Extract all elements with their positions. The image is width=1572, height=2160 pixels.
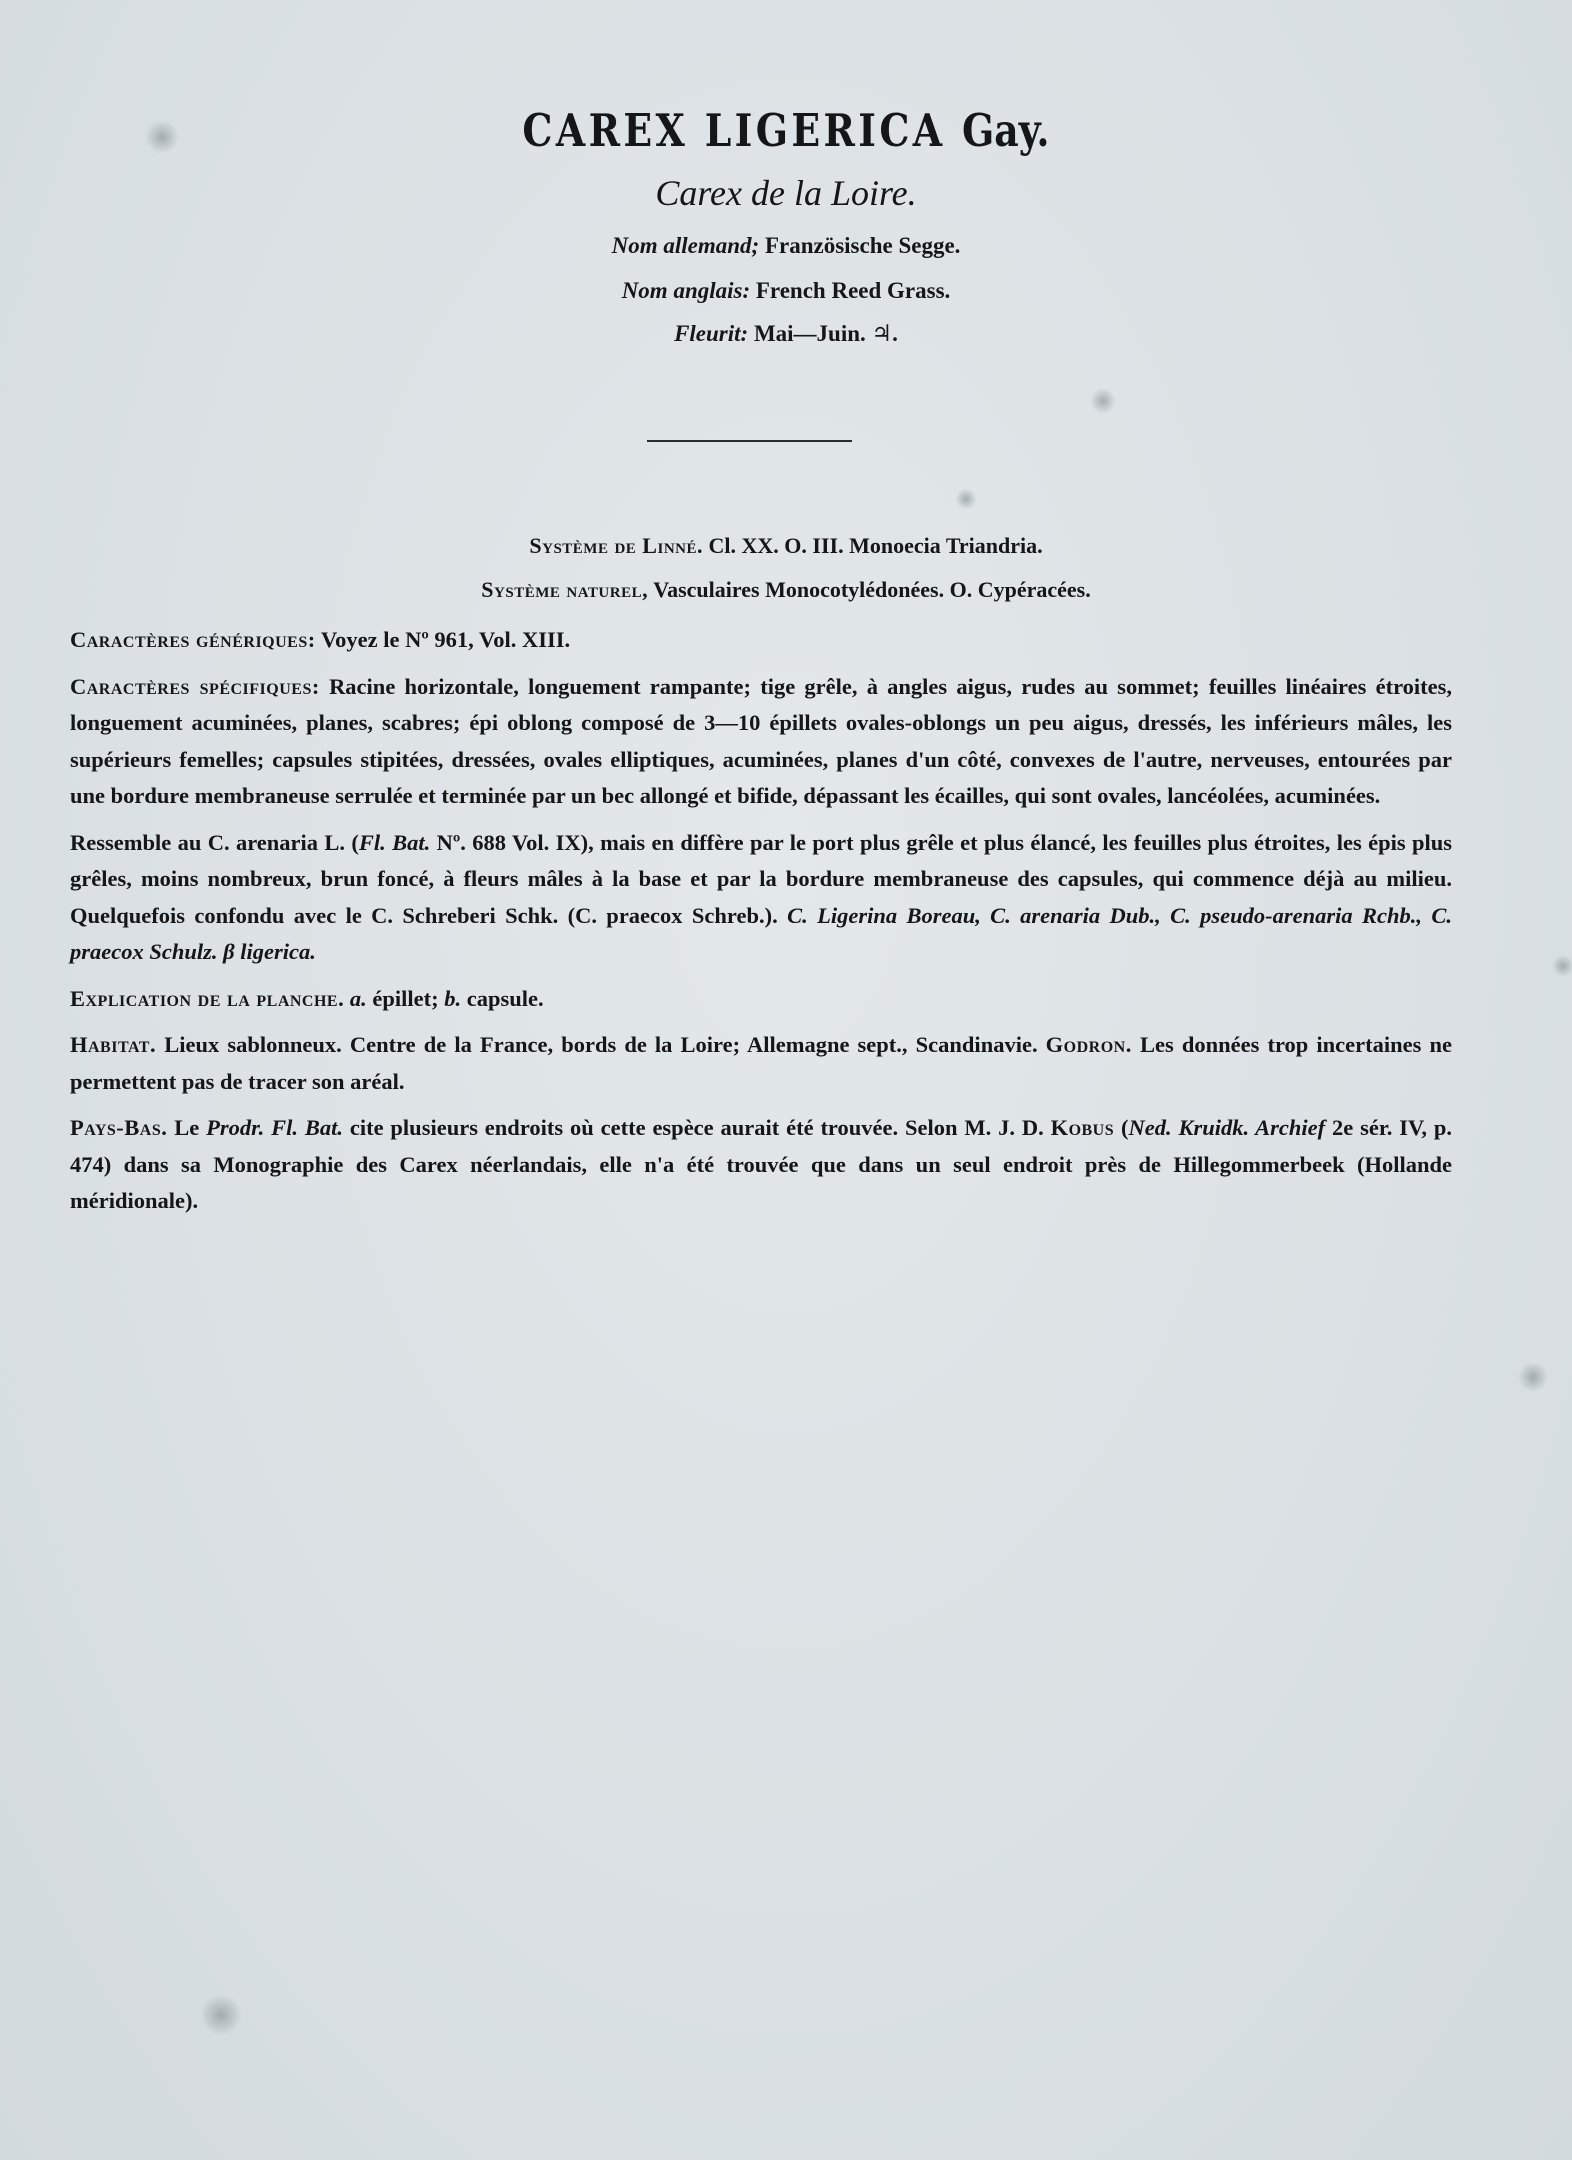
plate-explanation-label: Explication de la planche.: [70, 985, 345, 1011]
species-name: CAREX LIGERICA: [522, 104, 946, 157]
linne-system-value: Cl. XX. O. III. Monoecia Triandria.: [708, 533, 1043, 558]
netherlands-text-2: cite plusieurs endroits où cette espèce aurait été trouvée. Selon M. J. D.: [342, 1115, 1051, 1140]
flowering-line: [0, 320, 1572, 347]
plate-item-b-text: capsule.: [461, 985, 544, 1011]
generic-characters-paragraph: [70, 622, 1452, 659]
resemblance-paragraph: [70, 825, 1452, 971]
generic-characters-text: Voyez le Nº 961, Vol. XIII.: [320, 627, 571, 652]
german-name-label: Nom allemand;: [611, 233, 760, 258]
netherlands-text-4: 2e sér. IV, p. 474) dans sa Monographie des Carex néerlandais, elle n'a été trouvée que dans un seul endroit près de Hillegommerbeek (Hollande méridionale).: [70, 1115, 1452, 1213]
habitat-text-2: Les données trop incertaines ne permettent pas de tracer son aréal.: [70, 1032, 1452, 1094]
plate-explanation-paragraph: [70, 981, 1452, 1018]
habitat-label: Habitat.: [70, 1032, 157, 1057]
prodromus-reference: Prodr. Fl. Bat.: [206, 1115, 343, 1140]
specific-characters-label: Caractères spécifiques:: [70, 673, 320, 699]
netherlands-label: Pays-Bas.: [70, 1115, 168, 1140]
page-title: [126, 104, 1446, 157]
natural-system-line: [0, 577, 1572, 603]
paper-spot: [1518, 1362, 1548, 1392]
flowering-value: Mai—Juin. ♃.: [753, 321, 898, 346]
netherlands-text-1: Le: [174, 1115, 207, 1140]
german-name-value: Französische Segge.: [764, 233, 961, 258]
habitat-paragraph: [70, 1027, 1452, 1100]
netherlands-paragraph: [70, 1110, 1452, 1220]
habitat-source: Godron.: [1045, 1032, 1132, 1057]
plate-item-b: b.: [444, 985, 462, 1011]
natural-system-label: Système naturel,: [481, 577, 649, 602]
english-name-value: French Reed Grass.: [755, 278, 951, 303]
description-body: [70, 622, 1452, 1230]
kobus-name: Kobus: [1050, 1115, 1115, 1140]
synonyms-text: C. Ligerina Boreau, C. arenaria Dub., C. pseudo-arenaria Rchb., C. praecox Schulz. β ligerica.: [70, 902, 1453, 964]
english-name-label: Nom anglais:: [621, 278, 751, 303]
paper-spot: [1552, 955, 1572, 977]
linne-system-line: [0, 533, 1572, 559]
german-name-line: [0, 233, 1572, 259]
resemblance-text-2: Nº. 688 Vol. IX), mais en diffère par le port plus grêle et plus élancé, les feuilles plus étroites, les épis plus grêles, moins nombreux, brun foncé, à fleurs mâles à la base et par la bordure membraneuse des capsules, qui commence déjà au milieu. Quelquefois confondu avec le C. Schreberi Schk. (C. praecox Schreb.).: [70, 829, 1452, 928]
flowering-label: Fleurit:: [674, 321, 749, 346]
generic-characters-label: Caractères génériques:: [70, 627, 316, 652]
page-subtitle: Carex de la Loire.: [655, 173, 917, 213]
plate-item-a-text: épillet;: [366, 985, 445, 1011]
paper-spot: [1090, 388, 1116, 414]
linne-system-label: Système de Linné.: [529, 533, 703, 558]
journal-reference: Ned. Kruidk. Archief: [1128, 1115, 1326, 1140]
plate-item-a: a.: [349, 985, 367, 1011]
paper-spot: [200, 1994, 242, 2036]
english-name-line: [0, 278, 1572, 304]
habitat-text-1: Lieux sablonneux. Centre de la France, bords de la Loire; Allemagne sept., Scandinavie.: [164, 1032, 1046, 1057]
netherlands-text-3: (: [1114, 1115, 1129, 1140]
resemblance-text-1: Ressemble au C. arenaria L. (: [70, 829, 359, 855]
specific-characters-text: Racine horizontale, longuement rampante; tige grêle, à angles aigus, rudes au sommet; feuilles linéaires étroites, longuement acuminées, planes, scabres; épi oblong composé de 3—10 épillets ovales-oblongs un peu aigus, dressés, les inférieurs mâles, les supérieurs femelles; capsules stipitées, dressées, ovales elliptiques, acuminées, planes d'un côté, convexes de l'autre, nerveuses, entourées par une bordure membraneuse serrulée et terminée par un bec allongé et bifide, dépassant les écailles, qui sont ovales, lancéolées, acuminées.: [70, 673, 1453, 808]
species-author: Gay.: [961, 104, 1050, 157]
natural-system-value: Vasculaires Monocotylédonées. O. Cypéracées.: [653, 577, 1091, 602]
flora-reference: Fl. Bat.: [358, 829, 431, 855]
paper-spot: [955, 488, 977, 510]
specific-characters-paragraph: [70, 669, 1452, 815]
divider-rule: [647, 440, 852, 442]
